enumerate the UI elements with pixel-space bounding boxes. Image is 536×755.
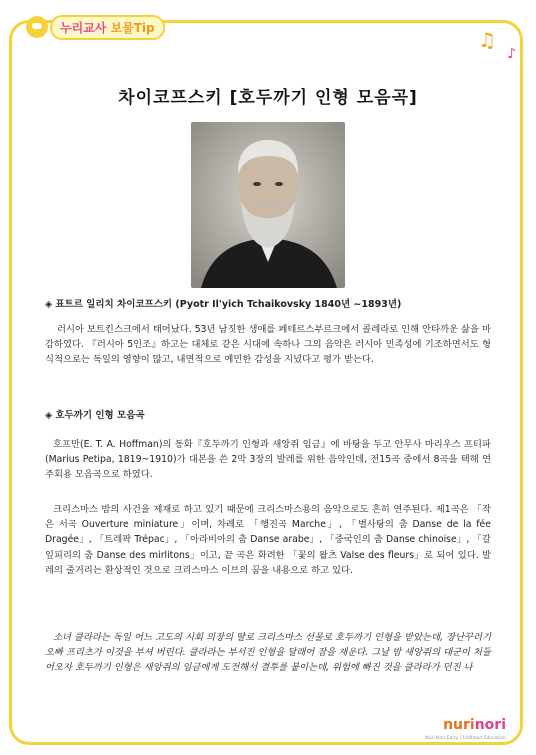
paragraph-biography: 러시아 보트킨스크에서 태어났다. 53년 남짓한 생애를 페테르스부르크에서 콜레라로 인해 안타까운 삶을 마감하였다. 『러시아 5인조』하고는 대체로 같은 시대에 속하나 그의 음악은 러시아 민족성에 기조하면서도 형식적으로는 독일의 영향이 많고, 내면적으로 예민한 감성을 지녔다고 평가 받는다. xyxy=(45,324,491,366)
teacher-face-icon xyxy=(26,16,48,38)
section-heading-text: 호두까기 인형 모음곡 xyxy=(55,410,145,421)
paragraph-origin: 호프만(E. T. A. Hoffman)의 동화『호두까기 인형과 새앙쥐 임금』에 바탕을 두고 안무사 마리우스 프티파(Marius Petipa, 1819~1910)가 대본을 쓴 2막 3장의 발레를 위한 음악인데, 전15곡 중에서 8곡을 택해 연주회용 모음곡으로 하였다. xyxy=(45,439,491,481)
tchaikovsky-portrait xyxy=(191,122,345,288)
badge-label-part2: 보물Tip xyxy=(110,20,155,35)
section-heading-text: 표트르 일리치 차이코프스키 (Pyotr Il'yich Tchaikovsky 1840년 ~1893년) xyxy=(55,299,402,310)
logo-part2: nori xyxy=(474,717,506,733)
badge-label-part1: 누리교사 xyxy=(60,20,107,35)
paragraph-movements: 크리스마스 밤의 사건을 제재로 하고 있기 때문에 크리스마스용의 음악으로도 흔히 연주된다. 제1곡은 「작은 서곡 Ouverture miniature」이며, 차례로 「행진곡 Marche」, 「별사탕의 춤 Danse de la fée Dragée」, 「트레팍 Trépac」, 「아라비아의 춤 Danse arabe」, 「중국인의 춤 Danse chinoise」, 「갈잎피리의 춤 Danse des mirlitons」이고, 끝 곡은 화려한 「꽃의 왈츠 Valse des fleurs」로 되어 있다. 발레의 줄거리는 환상적인 것으로 크리스마스 이브의 꿈을 내용으로 하고 있다. xyxy=(45,504,491,576)
paragraph-story: 소녀 클라라는 독일 어느 고도의 시회 의장의 딸로 크리스마스 선물로 호두까기 인형을 받았는데, 장난꾸러기 오빠 프리츠가 이것을 부셔 버린다. 클라라는 부서진 인형을 달래어 잠을 재운다. 그날 밤 새앙쥐의 대군이 처들어오자 호두까기 인형은 새앙쥐의 임금에게 도전해서 결투를 붙이는데, 위험에 빠진 것을 클라라가 던진 나 xyxy=(45,632,491,674)
logo-subtitle: Nuri Nori Early Childhood Education xyxy=(425,736,506,741)
section-heading-suite xyxy=(45,407,145,421)
section-heading-composer xyxy=(45,296,401,310)
page-title: 차이코프스키 [호두까기 인형 모음곡] xyxy=(118,88,418,108)
diamond-bullet-icon: ◈ xyxy=(45,410,53,421)
header-badge xyxy=(26,14,165,40)
diamond-bullet-icon: ◈ xyxy=(45,299,53,310)
logo-part1: nuri xyxy=(443,717,475,733)
nurinori-logo xyxy=(443,717,506,733)
music-notes-icon: ♫ ♪ xyxy=(478,28,516,62)
badge-label xyxy=(50,15,165,40)
